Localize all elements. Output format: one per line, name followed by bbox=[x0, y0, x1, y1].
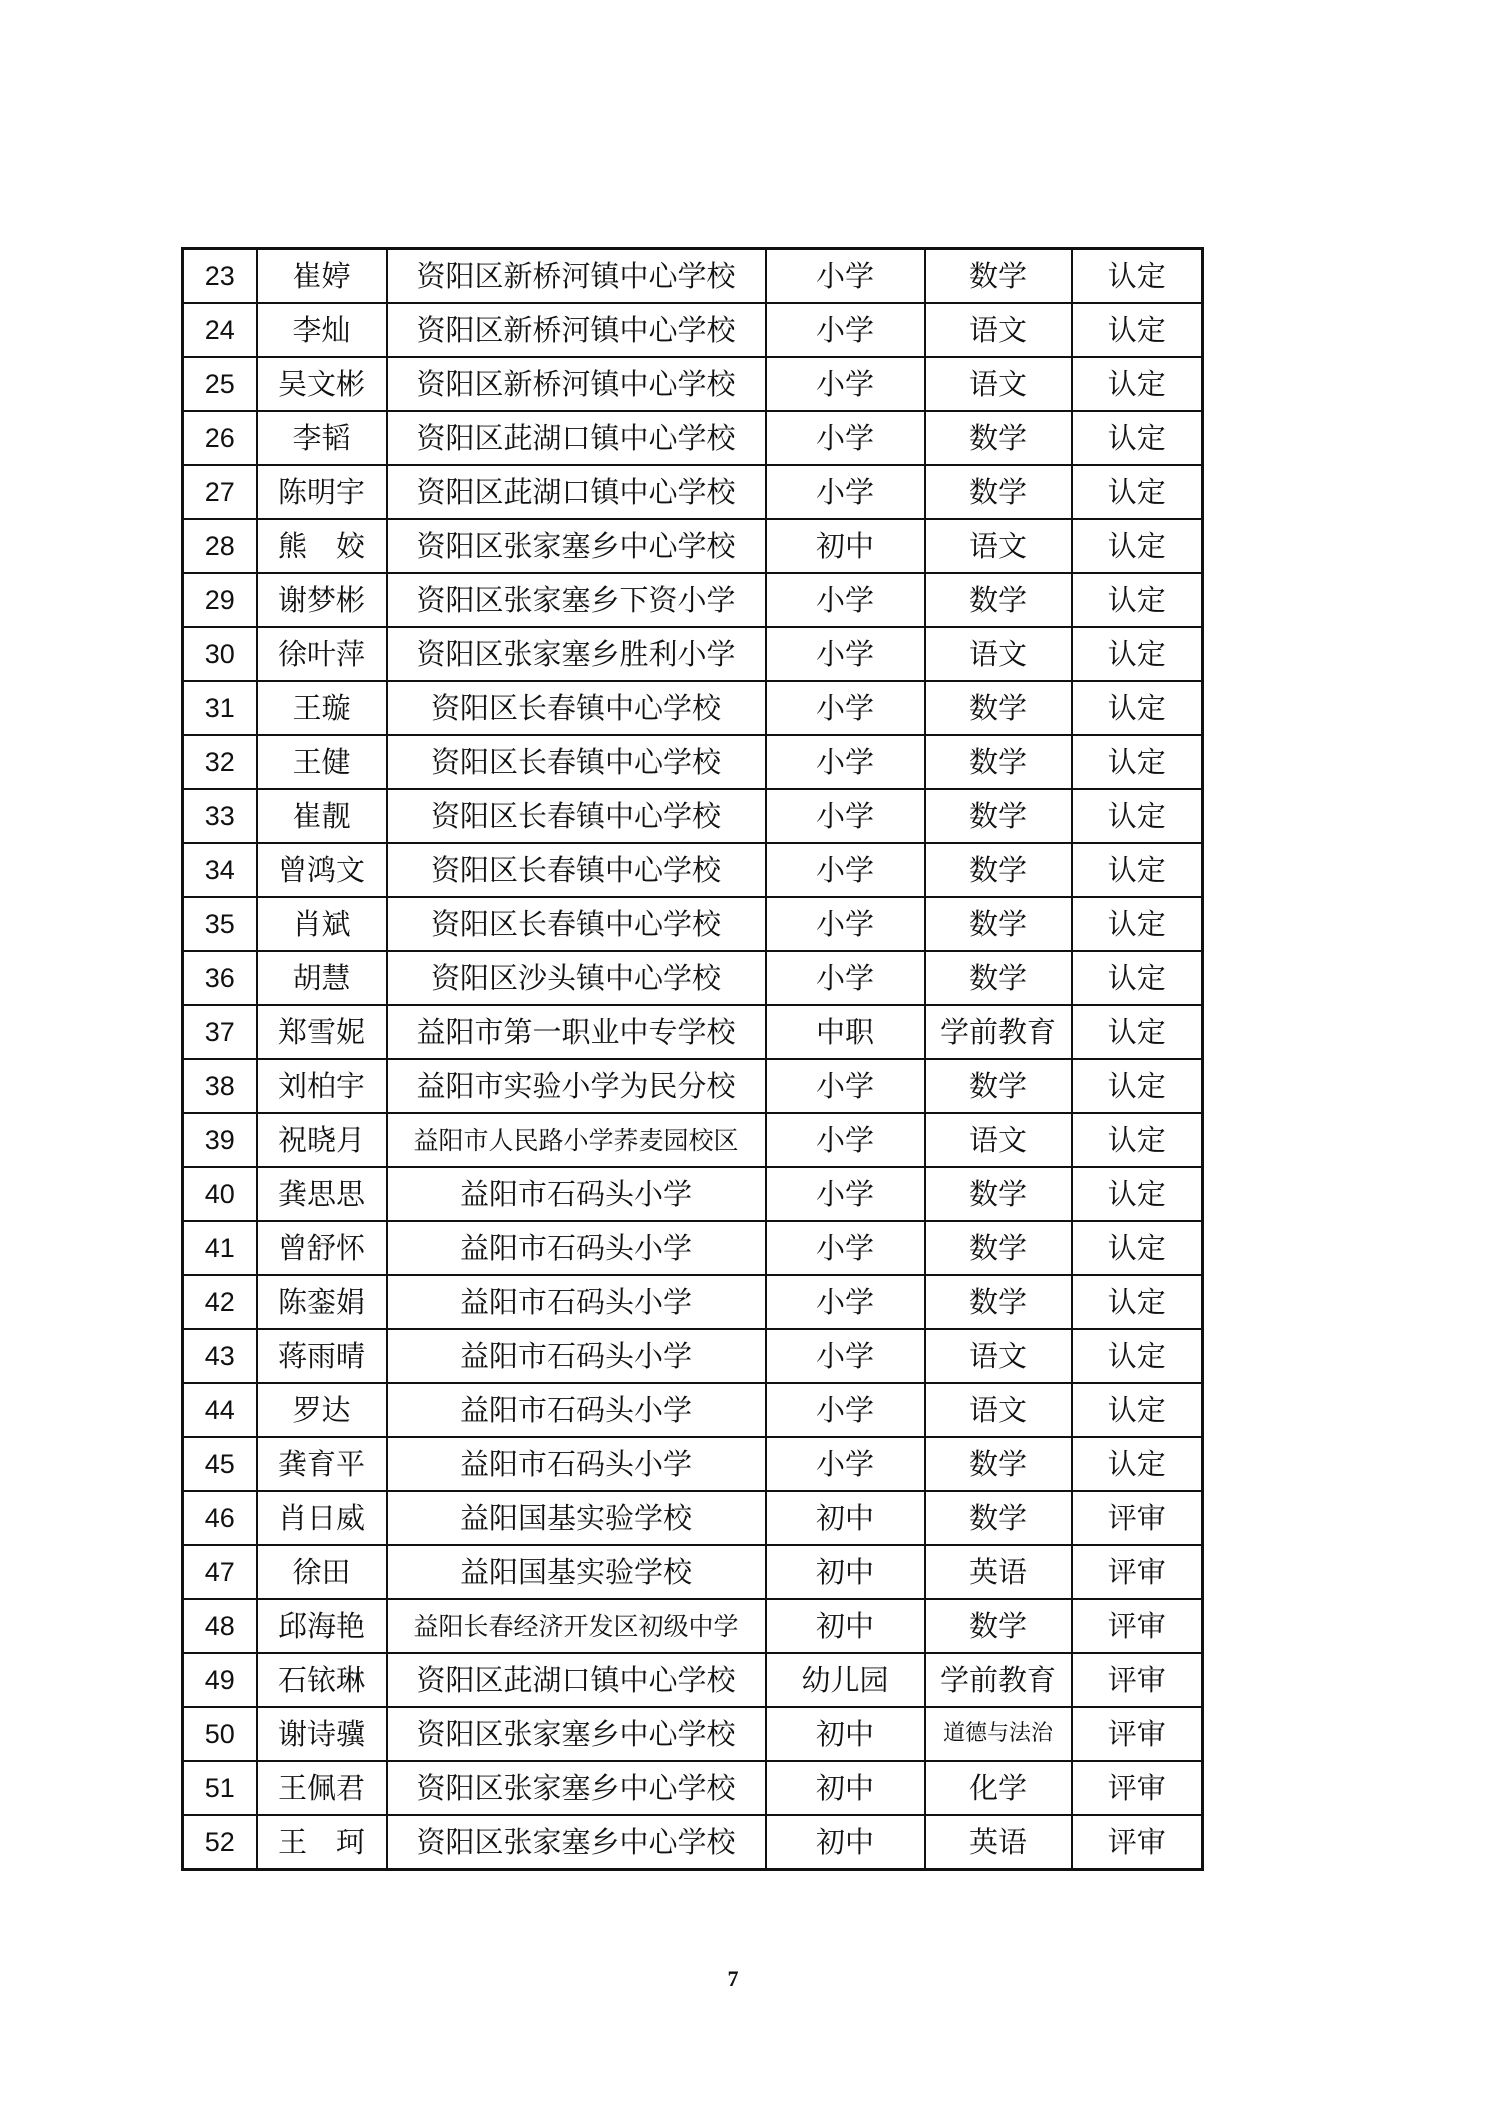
cell-name: 王健 bbox=[257, 735, 387, 789]
cell-school: 益阳市石码头小学 bbox=[387, 1167, 766, 1221]
cell-status: 认定 bbox=[1072, 1167, 1203, 1221]
cell-status: 认定 bbox=[1072, 411, 1203, 465]
table-row bbox=[183, 1707, 1203, 1761]
table-row bbox=[183, 1221, 1203, 1275]
table-row bbox=[183, 1761, 1203, 1815]
table-row bbox=[183, 1815, 1203, 1870]
cell-status: 认定 bbox=[1072, 519, 1203, 573]
cell-school: 益阳市石码头小学 bbox=[387, 1383, 766, 1437]
cell-subject: 语文 bbox=[925, 303, 1072, 357]
cell-level: 小学 bbox=[766, 789, 925, 843]
cell-level: 小学 bbox=[766, 1059, 925, 1113]
cell-level: 小学 bbox=[766, 1329, 925, 1383]
cell-status: 认定 bbox=[1072, 1275, 1203, 1329]
cell-name: 王佩君 bbox=[257, 1761, 387, 1815]
cell-status: 认定 bbox=[1072, 735, 1203, 789]
cell-no: 42 bbox=[183, 1275, 257, 1329]
cell-status: 认定 bbox=[1072, 627, 1203, 681]
cell-school: 资阳区新桥河镇中心学校 bbox=[387, 249, 766, 304]
cell-subject: 数学 bbox=[925, 465, 1072, 519]
cell-status: 认定 bbox=[1072, 1437, 1203, 1491]
cell-status: 评审 bbox=[1072, 1707, 1203, 1761]
cell-no: 37 bbox=[183, 1005, 257, 1059]
table-row bbox=[183, 411, 1203, 465]
cell-status: 认定 bbox=[1072, 249, 1203, 304]
cell-level: 初中 bbox=[766, 519, 925, 573]
cell-name: 肖日威 bbox=[257, 1491, 387, 1545]
cell-name: 崔靓 bbox=[257, 789, 387, 843]
cell-subject: 数学 bbox=[925, 1059, 1072, 1113]
cell-level: 小学 bbox=[766, 1437, 925, 1491]
cell-subject: 语文 bbox=[925, 1329, 1072, 1383]
cell-level: 初中 bbox=[766, 1761, 925, 1815]
cell-subject: 化学 bbox=[925, 1761, 1072, 1815]
cell-subject: 数学 bbox=[925, 411, 1072, 465]
cell-level: 小学 bbox=[766, 1275, 925, 1329]
cell-name: 曾鸿文 bbox=[257, 843, 387, 897]
cell-subject: 语文 bbox=[925, 357, 1072, 411]
table-row bbox=[183, 1005, 1203, 1059]
cell-school: 益阳国基实验学校 bbox=[387, 1491, 766, 1545]
cell-school: 益阳市石码头小学 bbox=[387, 1437, 766, 1491]
cell-subject: 数学 bbox=[925, 1491, 1072, 1545]
cell-level: 初中 bbox=[766, 1599, 925, 1653]
cell-no: 30 bbox=[183, 627, 257, 681]
table-row bbox=[183, 627, 1203, 681]
cell-name: 罗达 bbox=[257, 1383, 387, 1437]
table-row bbox=[183, 573, 1203, 627]
cell-no: 43 bbox=[183, 1329, 257, 1383]
table-row bbox=[183, 1383, 1203, 1437]
cell-name: 王 珂 bbox=[257, 1815, 387, 1870]
cell-level: 小学 bbox=[766, 735, 925, 789]
cell-status: 认定 bbox=[1072, 1113, 1203, 1167]
cell-school: 益阳市石码头小学 bbox=[387, 1275, 766, 1329]
table-row bbox=[183, 1329, 1203, 1383]
cell-status: 认定 bbox=[1072, 303, 1203, 357]
table-row bbox=[183, 1599, 1203, 1653]
cell-name: 李灿 bbox=[257, 303, 387, 357]
cell-school: 益阳市第一职业中专学校 bbox=[387, 1005, 766, 1059]
cell-status: 认定 bbox=[1072, 1383, 1203, 1437]
cell-subject: 语文 bbox=[925, 1113, 1072, 1167]
table-row bbox=[183, 735, 1203, 789]
table-row bbox=[183, 357, 1203, 411]
cell-subject: 数学 bbox=[925, 1221, 1072, 1275]
cell-level: 小学 bbox=[766, 465, 925, 519]
cell-subject: 道德与法治 bbox=[925, 1707, 1072, 1761]
table-row bbox=[183, 1437, 1203, 1491]
cell-subject: 数学 bbox=[925, 681, 1072, 735]
cell-no: 47 bbox=[183, 1545, 257, 1599]
cell-school: 资阳区长春镇中心学校 bbox=[387, 897, 766, 951]
cell-subject: 语文 bbox=[925, 1383, 1072, 1437]
table-row bbox=[183, 465, 1203, 519]
cell-school: 资阳区长春镇中心学校 bbox=[387, 843, 766, 897]
table-row bbox=[183, 249, 1203, 304]
cell-school: 资阳区茈湖口镇中心学校 bbox=[387, 1653, 766, 1707]
cell-subject: 数学 bbox=[925, 897, 1072, 951]
table-row bbox=[183, 1653, 1203, 1707]
cell-school: 益阳长春经济开发区初级中学 bbox=[387, 1599, 766, 1653]
cell-level: 小学 bbox=[766, 1167, 925, 1221]
cell-name: 石铱琳 bbox=[257, 1653, 387, 1707]
cell-subject: 数学 bbox=[925, 1599, 1072, 1653]
cell-subject: 数学 bbox=[925, 735, 1072, 789]
table-row bbox=[183, 843, 1203, 897]
cell-level: 小学 bbox=[766, 573, 925, 627]
cell-school: 资阳区张家塞乡胜利小学 bbox=[387, 627, 766, 681]
cell-subject: 学前教育 bbox=[925, 1653, 1072, 1707]
cell-school: 益阳市人民路小学荞麦园校区 bbox=[387, 1113, 766, 1167]
cell-no: 24 bbox=[183, 303, 257, 357]
cell-status: 认定 bbox=[1072, 789, 1203, 843]
cell-name: 吴文彬 bbox=[257, 357, 387, 411]
cell-school: 益阳市实验小学为民分校 bbox=[387, 1059, 766, 1113]
cell-subject: 英语 bbox=[925, 1545, 1072, 1599]
cell-level: 中职 bbox=[766, 1005, 925, 1059]
cell-level: 初中 bbox=[766, 1707, 925, 1761]
cell-subject: 数学 bbox=[925, 573, 1072, 627]
cell-status: 评审 bbox=[1072, 1653, 1203, 1707]
cell-status: 评审 bbox=[1072, 1761, 1203, 1815]
cell-subject: 语文 bbox=[925, 627, 1072, 681]
cell-no: 38 bbox=[183, 1059, 257, 1113]
cell-school: 益阳市石码头小学 bbox=[387, 1329, 766, 1383]
cell-name: 龚育平 bbox=[257, 1437, 387, 1491]
cell-name: 徐叶萍 bbox=[257, 627, 387, 681]
cell-no: 26 bbox=[183, 411, 257, 465]
cell-no: 41 bbox=[183, 1221, 257, 1275]
cell-level: 小学 bbox=[766, 1113, 925, 1167]
cell-school: 益阳市石码头小学 bbox=[387, 1221, 766, 1275]
cell-level: 初中 bbox=[766, 1815, 925, 1870]
cell-school: 资阳区张家塞乡中心学校 bbox=[387, 1815, 766, 1870]
cell-name: 王璇 bbox=[257, 681, 387, 735]
cell-name: 刘柏宇 bbox=[257, 1059, 387, 1113]
cell-no: 40 bbox=[183, 1167, 257, 1221]
cell-status: 认定 bbox=[1072, 681, 1203, 735]
cell-status: 评审 bbox=[1072, 1599, 1203, 1653]
cell-status: 认定 bbox=[1072, 1005, 1203, 1059]
cell-status: 评审 bbox=[1072, 1491, 1203, 1545]
cell-no: 44 bbox=[183, 1383, 257, 1437]
cell-status: 认定 bbox=[1072, 465, 1203, 519]
cell-level: 小学 bbox=[766, 897, 925, 951]
cell-level: 小学 bbox=[766, 1221, 925, 1275]
cell-no: 31 bbox=[183, 681, 257, 735]
cell-subject: 数学 bbox=[925, 1275, 1072, 1329]
table-row bbox=[183, 303, 1203, 357]
cell-level: 小学 bbox=[766, 249, 925, 304]
cell-status: 认定 bbox=[1072, 1059, 1203, 1113]
cell-school: 资阳区茈湖口镇中心学校 bbox=[387, 411, 766, 465]
cell-subject: 数学 bbox=[925, 843, 1072, 897]
table-row bbox=[183, 897, 1203, 951]
cell-status: 评审 bbox=[1072, 1815, 1203, 1870]
cell-name: 谢梦彬 bbox=[257, 573, 387, 627]
cell-no: 49 bbox=[183, 1653, 257, 1707]
cell-level: 小学 bbox=[766, 681, 925, 735]
cell-no: 35 bbox=[183, 897, 257, 951]
cell-no: 36 bbox=[183, 951, 257, 1005]
cell-level: 初中 bbox=[766, 1491, 925, 1545]
cell-name: 熊 姣 bbox=[257, 519, 387, 573]
cell-status: 认定 bbox=[1072, 843, 1203, 897]
table-row bbox=[183, 681, 1203, 735]
cell-status: 认定 bbox=[1072, 1329, 1203, 1383]
cell-status: 认定 bbox=[1072, 573, 1203, 627]
cell-name: 肖斌 bbox=[257, 897, 387, 951]
cell-subject: 学前教育 bbox=[925, 1005, 1072, 1059]
cell-no: 28 bbox=[183, 519, 257, 573]
cell-level: 小学 bbox=[766, 627, 925, 681]
cell-subject: 数学 bbox=[925, 789, 1072, 843]
roster-table bbox=[181, 247, 1204, 1871]
cell-name: 龚思思 bbox=[257, 1167, 387, 1221]
cell-level: 幼儿园 bbox=[766, 1653, 925, 1707]
cell-name: 崔婷 bbox=[257, 249, 387, 304]
cell-school: 资阳区张家塞乡中心学校 bbox=[387, 1707, 766, 1761]
cell-name: 徐田 bbox=[257, 1545, 387, 1599]
cell-school: 资阳区茈湖口镇中心学校 bbox=[387, 465, 766, 519]
cell-status: 认定 bbox=[1072, 357, 1203, 411]
cell-no: 52 bbox=[183, 1815, 257, 1870]
cell-name: 曾舒怀 bbox=[257, 1221, 387, 1275]
cell-school: 益阳国基实验学校 bbox=[387, 1545, 766, 1599]
cell-status: 认定 bbox=[1072, 1221, 1203, 1275]
table-row bbox=[183, 951, 1203, 1005]
cell-level: 小学 bbox=[766, 357, 925, 411]
cell-no: 25 bbox=[183, 357, 257, 411]
cell-level: 初中 bbox=[766, 1545, 925, 1599]
cell-no: 39 bbox=[183, 1113, 257, 1167]
cell-level: 小学 bbox=[766, 843, 925, 897]
cell-level: 小学 bbox=[766, 951, 925, 1005]
cell-subject: 数学 bbox=[925, 1437, 1072, 1491]
cell-subject: 数学 bbox=[925, 1167, 1072, 1221]
cell-name: 胡慧 bbox=[257, 951, 387, 1005]
cell-school: 资阳区张家塞乡下资小学 bbox=[387, 573, 766, 627]
table-row bbox=[183, 1059, 1203, 1113]
cell-subject: 英语 bbox=[925, 1815, 1072, 1870]
cell-name: 邱海艳 bbox=[257, 1599, 387, 1653]
cell-status: 认定 bbox=[1072, 951, 1203, 1005]
cell-name: 蒋雨晴 bbox=[257, 1329, 387, 1383]
cell-no: 51 bbox=[183, 1761, 257, 1815]
table-row bbox=[183, 1491, 1203, 1545]
roster-table-body bbox=[183, 249, 1203, 1870]
page-number: 7 bbox=[727, 1966, 739, 1991]
cell-level: 小学 bbox=[766, 1383, 925, 1437]
cell-status: 认定 bbox=[1072, 897, 1203, 951]
cell-no: 46 bbox=[183, 1491, 257, 1545]
cell-no: 48 bbox=[183, 1599, 257, 1653]
cell-school: 资阳区长春镇中心学校 bbox=[387, 735, 766, 789]
cell-subject: 语文 bbox=[925, 519, 1072, 573]
cell-school: 资阳区沙头镇中心学校 bbox=[387, 951, 766, 1005]
cell-name: 祝晓月 bbox=[257, 1113, 387, 1167]
cell-school: 资阳区新桥河镇中心学校 bbox=[387, 303, 766, 357]
cell-name: 陈明宇 bbox=[257, 465, 387, 519]
cell-school: 资阳区张家塞乡中心学校 bbox=[387, 1761, 766, 1815]
cell-no: 27 bbox=[183, 465, 257, 519]
cell-status: 评审 bbox=[1072, 1545, 1203, 1599]
cell-no: 29 bbox=[183, 573, 257, 627]
cell-name: 郑雪妮 bbox=[257, 1005, 387, 1059]
cell-no: 23 bbox=[183, 249, 257, 304]
table-row bbox=[183, 1113, 1203, 1167]
table-row bbox=[183, 789, 1203, 843]
cell-school: 资阳区长春镇中心学校 bbox=[387, 681, 766, 735]
cell-name: 李韬 bbox=[257, 411, 387, 465]
table-row bbox=[183, 1167, 1203, 1221]
cell-no: 32 bbox=[183, 735, 257, 789]
cell-no: 50 bbox=[183, 1707, 257, 1761]
cell-no: 33 bbox=[183, 789, 257, 843]
cell-school: 资阳区新桥河镇中心学校 bbox=[387, 357, 766, 411]
cell-name: 陈銮娟 bbox=[257, 1275, 387, 1329]
cell-school: 资阳区张家塞乡中心学校 bbox=[387, 519, 766, 573]
table-row bbox=[183, 1275, 1203, 1329]
cell-name: 谢诗骥 bbox=[257, 1707, 387, 1761]
cell-school: 资阳区长春镇中心学校 bbox=[387, 789, 766, 843]
cell-level: 小学 bbox=[766, 411, 925, 465]
table-row bbox=[183, 1545, 1203, 1599]
cell-no: 45 bbox=[183, 1437, 257, 1491]
table-row bbox=[183, 519, 1203, 573]
cell-no: 34 bbox=[183, 843, 257, 897]
cell-subject: 数学 bbox=[925, 951, 1072, 1005]
cell-subject: 数学 bbox=[925, 249, 1072, 304]
cell-level: 小学 bbox=[766, 303, 925, 357]
